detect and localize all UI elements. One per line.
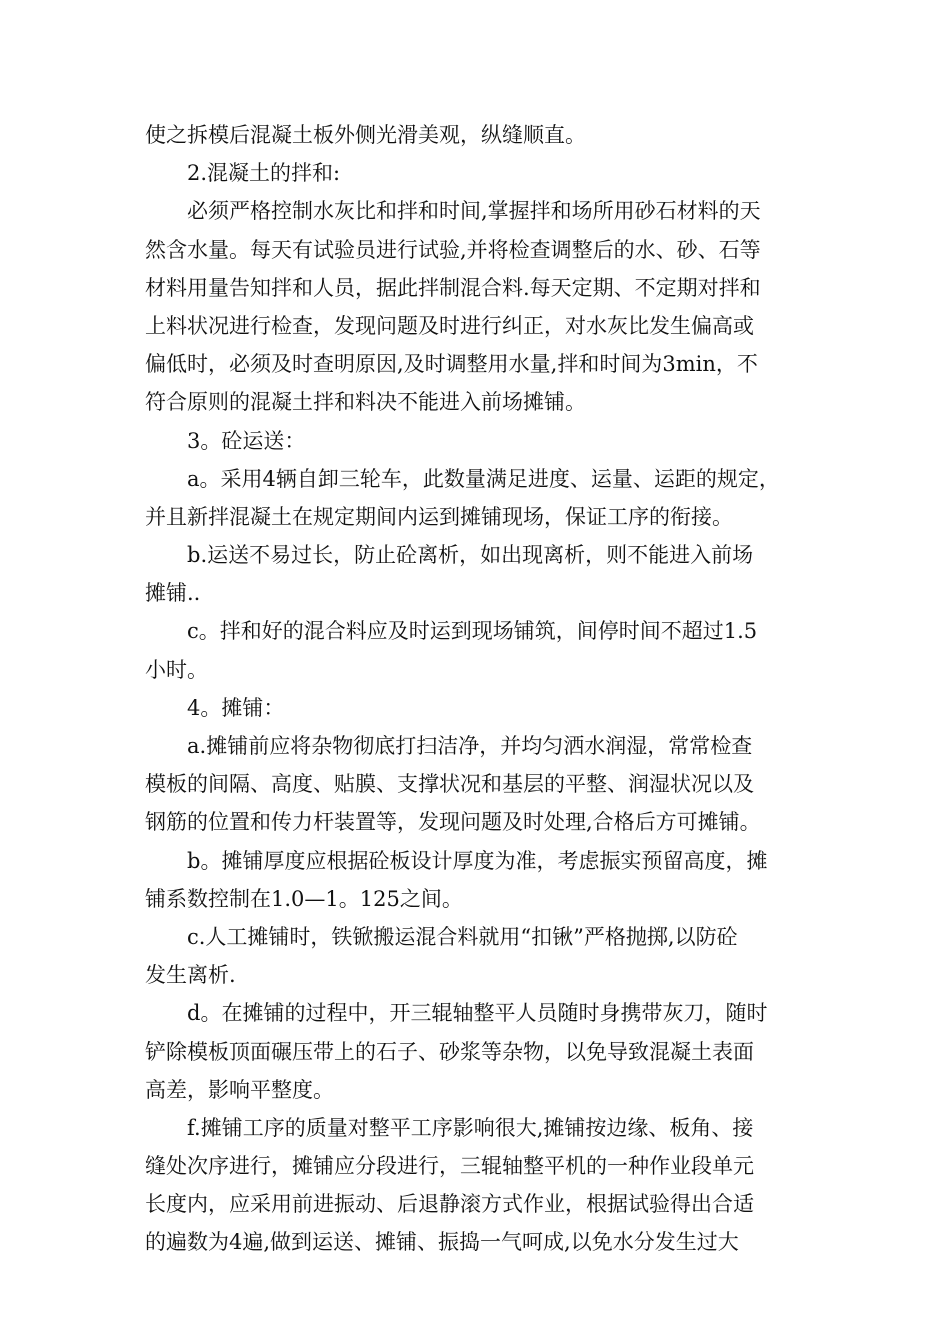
text-line: 使之拆模后混凝土板外侧光滑美观，纵缝顺直。 (145, 123, 586, 147)
text-line: f.摊铺工序的质量对整平工序影响很大,摊铺按边缘、板角、接 (187, 1115, 754, 1140)
text-line: c。拌和好的混合料应及时运到现场铺筑，间停时间不超过1.5 (187, 619, 758, 644)
text-line: 上料状况进行检查，发现问题及时进行纠正，对水灰比发生偏高或 (145, 313, 754, 338)
section-heading-transport: 3。砼运送： (187, 428, 306, 453)
text-line: 铲除模板顶面碾压带上的石子、砂浆等杂物，以免导致混凝土表面 (145, 1039, 754, 1064)
text-line: 偏低时，必须及时查明原因,及时调整用水量,拌和时间为3min，不 (145, 352, 758, 377)
text-line: 的遍数为4遍,做到运送、摊铺、振捣一气呵成,以免水分发生过大 (145, 1230, 739, 1255)
document-body (145, 116, 807, 1262)
text-line: a。采用4辆自卸三轮车，此数量满足进度、运量、运距的规定， (187, 466, 780, 491)
section-heading-mixing: 2.混凝土的拌和: (187, 161, 341, 186)
text-line: 材料用量告知拌和人员，据此拌制混合料.每天定期、不定期对拌和 (145, 275, 761, 300)
text-line: 缝处次序进行，摊铺应分段进行，三辊轴整平机的一种作业段单元 (145, 1154, 754, 1179)
section-heading-paving: 4。摊铺： (187, 695, 285, 720)
text-line: 摊铺.. (145, 581, 201, 606)
text-line: d。在摊铺的过程中，开三辊轴整平人员随时身携带灰刀，随时 (187, 1001, 768, 1026)
text-line: a.摊铺前应将杂物彻底打扫洁净，并均匀洒水润湿，常常检查 (187, 734, 753, 758)
text-line: 小时。 (145, 657, 208, 682)
text-line: 钢筋的位置和传力杆装置等，发现问题及时处理,合格后方可摊铺。 (145, 810, 761, 835)
text-line: c.人工摊铺时，铁锨搬运混合料就用“扣锹”严格抛掷,以防砼 (187, 924, 738, 949)
text-line: 高差，影响平整度。 (145, 1077, 334, 1102)
text-line: 并且新拌混凝土在规定期间内运到摊铺现场，保证工序的衔接。 (145, 504, 733, 529)
text-line: 然含水量。每天有试验员进行试验,并将检查调整后的水、砂、石等 (145, 237, 761, 262)
text-line: 符合原则的混凝土拌和料决不能进入前场摊铺。 (145, 390, 586, 415)
text-line: 发生离析. (145, 963, 236, 988)
text-line: 必须严格控制水灰比和拌和时间,掌握拌和场所用砂石材料的天 (187, 199, 761, 224)
text-line: b。摊铺厚度应根据砼板设计厚度为准，考虑振实预留高度，摊 (187, 848, 768, 873)
text-line: 长度内，应采用前进振动、后退静滚方式作业，根据试验得出合适 (145, 1192, 754, 1217)
text-line: 模板的间隔、高度、贴膜、支撑状况和基层的平整、润湿状况以及 (145, 772, 754, 797)
text-line: 铺系数控制在1.0—1。125之间。 (145, 886, 463, 911)
text-line: b.运送不易过长，防止砼离析，如出现离析，则不能进入前场 (187, 543, 754, 568)
